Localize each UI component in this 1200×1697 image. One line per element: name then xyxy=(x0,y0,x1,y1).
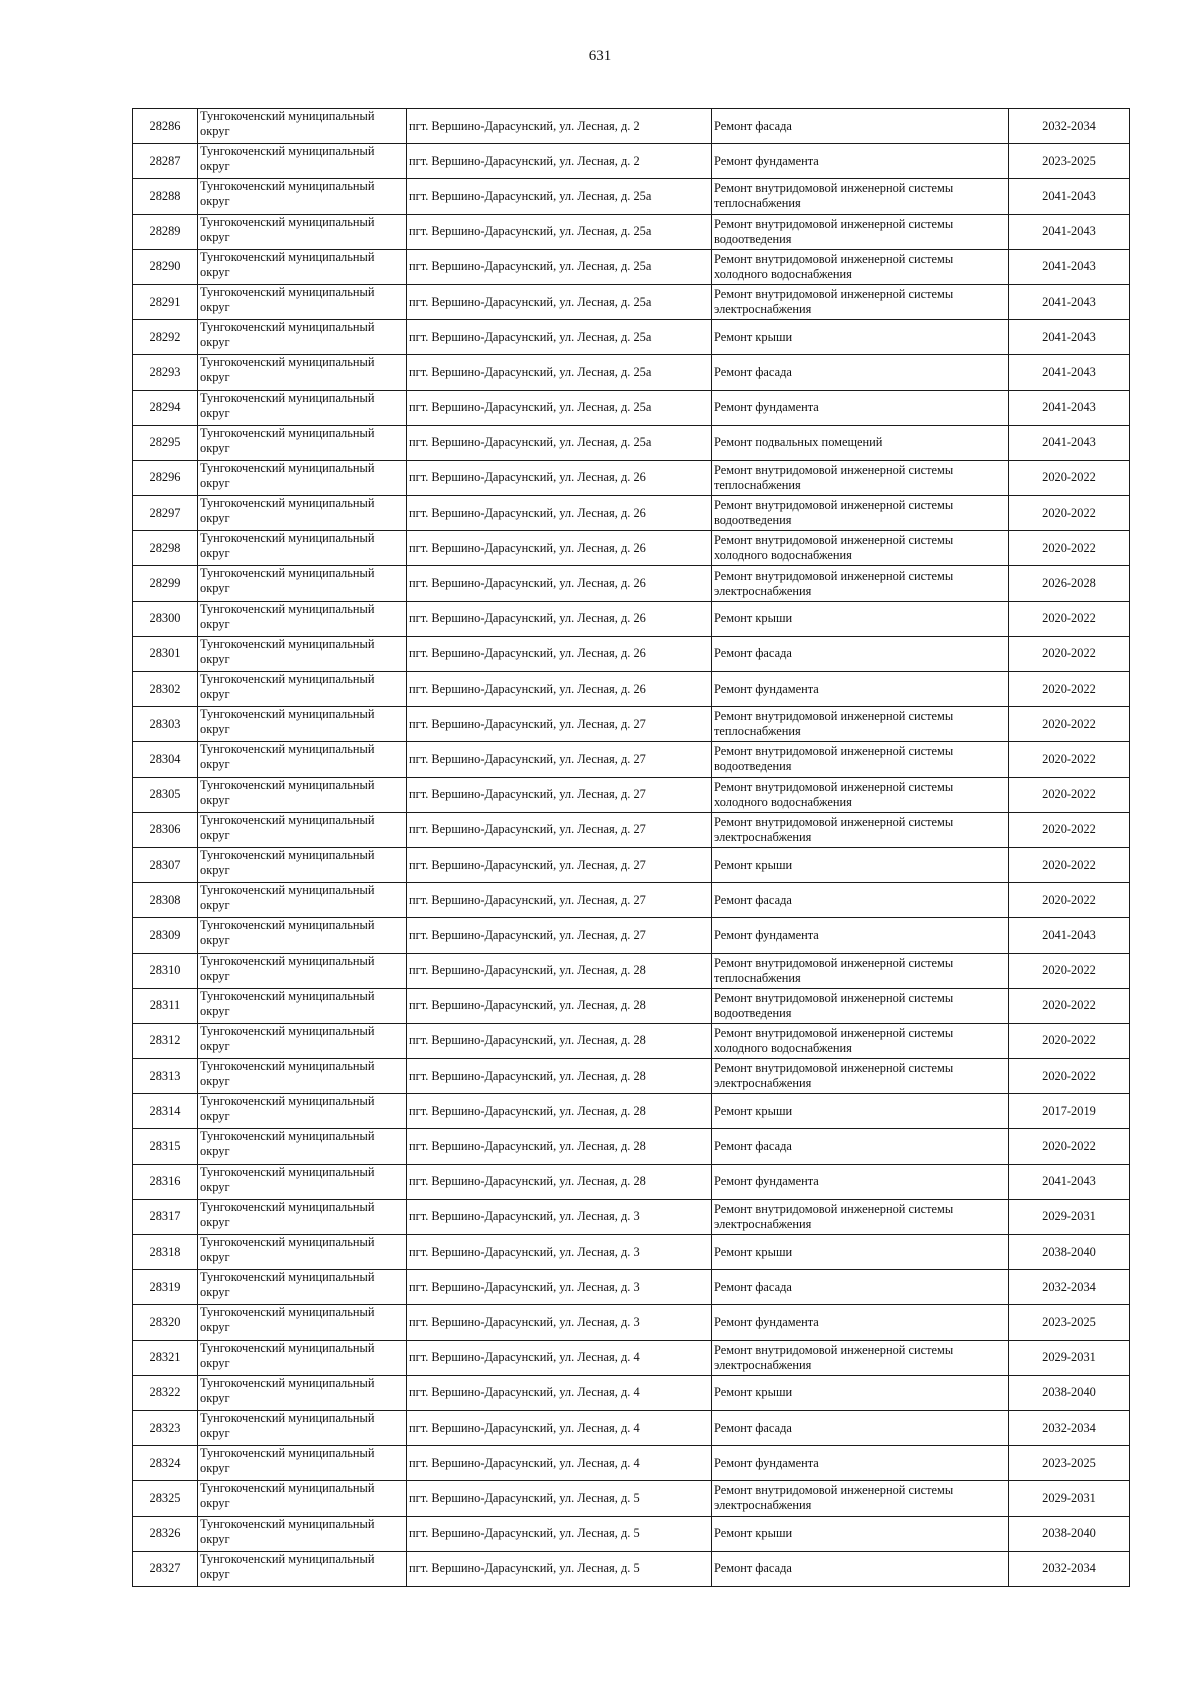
work-type-cell: Ремонт крыши xyxy=(712,847,1009,882)
address-cell: пгт. Вершино-Дарасунский, ул. Лесная, д. 25а xyxy=(407,249,712,284)
row-number-cell: 28310 xyxy=(133,953,198,988)
period-cell: 2020-2022 xyxy=(1009,812,1130,847)
municipality-cell: Тунгокоченский муниципальный округ xyxy=(198,249,407,284)
address-cell: пгт. Вершино-Дарасунский, ул. Лесная, д. 3 xyxy=(407,1199,712,1234)
work-type-cell: Ремонт фасада xyxy=(712,636,1009,671)
municipality-cell: Тунгокоченский муниципальный округ xyxy=(198,1551,407,1586)
table-row xyxy=(133,883,1130,918)
municipality-cell: Тунгокоченский муниципальный округ xyxy=(198,320,407,355)
municipality-cell: Тунгокоченский муниципальный округ xyxy=(198,1164,407,1199)
work-type-cell: Ремонт фундамента xyxy=(712,1164,1009,1199)
table-row xyxy=(133,1340,1130,1375)
address-cell: пгт. Вершино-Дарасунский, ул. Лесная, д. 26 xyxy=(407,531,712,566)
table-row xyxy=(133,1023,1130,1058)
row-number-cell: 28301 xyxy=(133,636,198,671)
row-number-cell: 28326 xyxy=(133,1516,198,1551)
table-row xyxy=(133,742,1130,777)
address-cell: пгт. Вершино-Дарасунский, ул. Лесная, д. 27 xyxy=(407,812,712,847)
work-type-cell: Ремонт внутридомовой инженерной системы холодного водоснабжения xyxy=(712,1023,1009,1058)
row-number-cell: 28312 xyxy=(133,1023,198,1058)
municipality-cell: Тунгокоченский муниципальный округ xyxy=(198,1129,407,1164)
work-type-cell: Ремонт крыши xyxy=(712,1094,1009,1129)
address-cell: пгт. Вершино-Дарасунский, ул. Лесная, д. 25а xyxy=(407,355,712,390)
address-cell: пгт. Вершино-Дарасунский, ул. Лесная, д. 3 xyxy=(407,1305,712,1340)
work-type-cell: Ремонт крыши xyxy=(712,1516,1009,1551)
municipality-cell: Тунгокоченский муниципальный округ xyxy=(198,1235,407,1270)
address-cell: пгт. Вершино-Дарасунский, ул. Лесная, д. 27 xyxy=(407,847,712,882)
table-row xyxy=(133,1446,1130,1481)
work-type-cell: Ремонт внутридомовой инженерной системы электроснабжения xyxy=(712,566,1009,601)
row-number-cell: 28306 xyxy=(133,812,198,847)
row-number-cell: 28319 xyxy=(133,1270,198,1305)
row-number-cell: 28300 xyxy=(133,601,198,636)
address-cell: пгт. Вершино-Дарасунский, ул. Лесная, д. 26 xyxy=(407,566,712,601)
work-type-cell: Ремонт внутридомовой инженерной системы электроснабжения xyxy=(712,1199,1009,1234)
work-type-cell: Ремонт внутридомовой инженерной системы водоотведения xyxy=(712,496,1009,531)
row-number-cell: 28327 xyxy=(133,1551,198,1586)
period-cell: 2032-2034 xyxy=(1009,1410,1130,1445)
work-type-cell: Ремонт внутридомовой инженерной системы теплоснабжения xyxy=(712,953,1009,988)
table-row xyxy=(133,390,1130,425)
municipality-cell: Тунгокоченский муниципальный округ xyxy=(198,918,407,953)
period-cell: 2026-2028 xyxy=(1009,566,1130,601)
municipality-cell: Тунгокоченский муниципальный округ xyxy=(198,988,407,1023)
address-cell: пгт. Вершино-Дарасунский, ул. Лесная, д. 5 xyxy=(407,1481,712,1516)
period-cell: 2017-2019 xyxy=(1009,1094,1130,1129)
row-number-cell: 28324 xyxy=(133,1446,198,1481)
municipality-cell: Тунгокоченский муниципальный округ xyxy=(198,1516,407,1551)
table-row xyxy=(133,1059,1130,1094)
row-number-cell: 28293 xyxy=(133,355,198,390)
work-type-cell: Ремонт крыши xyxy=(712,1375,1009,1410)
row-number-cell: 28295 xyxy=(133,425,198,460)
work-type-cell: Ремонт фундамента xyxy=(712,672,1009,707)
work-type-cell: Ремонт крыши xyxy=(712,601,1009,636)
period-cell: 2020-2022 xyxy=(1009,847,1130,882)
municipality-cell: Тунгокоченский муниципальный округ xyxy=(198,1023,407,1058)
municipality-cell: Тунгокоченский муниципальный округ xyxy=(198,355,407,390)
period-cell: 2032-2034 xyxy=(1009,1270,1130,1305)
work-type-cell: Ремонт внутридомовой инженерной системы холодного водоснабжения xyxy=(712,249,1009,284)
table-row xyxy=(133,566,1130,601)
address-cell: пгт. Вершино-Дарасунский, ул. Лесная, д. 5 xyxy=(407,1516,712,1551)
table-row xyxy=(133,249,1130,284)
row-number-cell: 28292 xyxy=(133,320,198,355)
period-cell: 2020-2022 xyxy=(1009,1059,1130,1094)
row-number-cell: 28323 xyxy=(133,1410,198,1445)
address-cell: пгт. Вершино-Дарасунский, ул. Лесная, д. 28 xyxy=(407,1094,712,1129)
table-row xyxy=(133,918,1130,953)
row-number-cell: 28309 xyxy=(133,918,198,953)
table-row xyxy=(133,214,1130,249)
row-number-cell: 28290 xyxy=(133,249,198,284)
municipality-cell: Тунгокоченский муниципальный округ xyxy=(198,214,407,249)
period-cell: 2038-2040 xyxy=(1009,1375,1130,1410)
period-cell: 2041-2043 xyxy=(1009,249,1130,284)
address-cell: пгт. Вершино-Дарасунский, ул. Лесная, д. 25а xyxy=(407,425,712,460)
table-row xyxy=(133,988,1130,1023)
work-type-cell: Ремонт фасада xyxy=(712,355,1009,390)
table-row xyxy=(133,707,1130,742)
table-row xyxy=(133,460,1130,495)
address-cell: пгт. Вершино-Дарасунский, ул. Лесная, д. 2 xyxy=(407,144,712,179)
municipality-cell: Тунгокоченский муниципальный округ xyxy=(198,883,407,918)
address-cell: пгт. Вершино-Дарасунский, ул. Лесная, д. 28 xyxy=(407,953,712,988)
work-type-cell: Ремонт внутридомовой инженерной системы водоотведения xyxy=(712,214,1009,249)
work-type-cell: Ремонт крыши xyxy=(712,1235,1009,1270)
municipality-cell: Тунгокоченский муниципальный округ xyxy=(198,636,407,671)
address-cell: пгт. Вершино-Дарасунский, ул. Лесная, д. 4 xyxy=(407,1375,712,1410)
municipality-cell: Тунгокоченский муниципальный округ xyxy=(198,390,407,425)
period-cell: 2020-2022 xyxy=(1009,1023,1130,1058)
table-row xyxy=(133,1270,1130,1305)
period-cell: 2029-2031 xyxy=(1009,1481,1130,1516)
period-cell: 2038-2040 xyxy=(1009,1516,1130,1551)
work-type-cell: Ремонт внутридомовой инженерной системы электроснабжения xyxy=(712,1340,1009,1375)
address-cell: пгт. Вершино-Дарасунский, ул. Лесная, д. 3 xyxy=(407,1235,712,1270)
municipality-cell: Тунгокоченский муниципальный округ xyxy=(198,672,407,707)
work-type-cell: Ремонт фасада xyxy=(712,883,1009,918)
table-row xyxy=(133,953,1130,988)
address-cell: пгт. Вершино-Дарасунский, ул. Лесная, д. 3 xyxy=(407,1270,712,1305)
address-cell: пгт. Вершино-Дарасунский, ул. Лесная, д. 27 xyxy=(407,777,712,812)
row-number-cell: 28305 xyxy=(133,777,198,812)
municipality-cell: Тунгокоченский муниципальный округ xyxy=(198,953,407,988)
row-number-cell: 28311 xyxy=(133,988,198,1023)
address-cell: пгт. Вершино-Дарасунский, ул. Лесная, д. 26 xyxy=(407,672,712,707)
work-type-cell: Ремонт фундамента xyxy=(712,1305,1009,1340)
period-cell: 2020-2022 xyxy=(1009,601,1130,636)
table-row xyxy=(133,1516,1130,1551)
row-number-cell: 28314 xyxy=(133,1094,198,1129)
address-cell: пгт. Вершино-Дарасунский, ул. Лесная, д. 25а xyxy=(407,320,712,355)
work-type-cell: Ремонт внутридомовой инженерной системы водоотведения xyxy=(712,988,1009,1023)
work-type-cell: Ремонт внутридомовой инженерной системы теплоснабжения xyxy=(712,460,1009,495)
municipality-cell: Тунгокоченский муниципальный округ xyxy=(198,601,407,636)
table-row xyxy=(133,847,1130,882)
period-cell: 2020-2022 xyxy=(1009,777,1130,812)
work-type-cell: Ремонт внутридомовой инженерной системы электроснабжения xyxy=(712,1481,1009,1516)
table-row xyxy=(133,496,1130,531)
work-type-cell: Ремонт внутридомовой инженерной системы водоотведения xyxy=(712,742,1009,777)
work-type-cell: Ремонт внутридомовой инженерной системы холодного водоснабжения xyxy=(712,531,1009,566)
municipality-cell: Тунгокоченский муниципальный округ xyxy=(198,496,407,531)
table-row xyxy=(133,1235,1130,1270)
row-number-cell: 28321 xyxy=(133,1340,198,1375)
municipality-cell: Тунгокоченский муниципальный округ xyxy=(198,1199,407,1234)
address-cell: пгт. Вершино-Дарасунский, ул. Лесная, д. 25а xyxy=(407,179,712,214)
address-cell: пгт. Вершино-Дарасунский, ул. Лесная, д. 27 xyxy=(407,918,712,953)
address-cell: пгт. Вершино-Дарасунский, ул. Лесная, д. 2 xyxy=(407,109,712,144)
row-number-cell: 28307 xyxy=(133,847,198,882)
municipality-cell: Тунгокоченский муниципальный округ xyxy=(198,742,407,777)
row-number-cell: 28325 xyxy=(133,1481,198,1516)
row-number-cell: 28287 xyxy=(133,144,198,179)
table-row xyxy=(133,284,1130,319)
municipality-cell: Тунгокоченский муниципальный округ xyxy=(198,1270,407,1305)
address-cell: пгт. Вершино-Дарасунский, ул. Лесная, д. 4 xyxy=(407,1410,712,1445)
row-number-cell: 28303 xyxy=(133,707,198,742)
table-row xyxy=(133,425,1130,460)
period-cell: 2038-2040 xyxy=(1009,1235,1130,1270)
work-type-cell: Ремонт фундамента xyxy=(712,918,1009,953)
municipality-cell: Тунгокоченский муниципальный округ xyxy=(198,566,407,601)
work-type-cell: Ремонт фундамента xyxy=(712,144,1009,179)
table-row xyxy=(133,355,1130,390)
address-cell: пгт. Вершино-Дарасунский, ул. Лесная, д. 26 xyxy=(407,636,712,671)
table-body xyxy=(133,109,1130,1587)
table-row xyxy=(133,1481,1130,1516)
address-cell: пгт. Вершино-Дарасунский, ул. Лесная, д. 27 xyxy=(407,883,712,918)
address-cell: пгт. Вершино-Дарасунский, ул. Лесная, д. 28 xyxy=(407,1023,712,1058)
work-type-cell: Ремонт внутридомовой инженерной системы электроснабжения xyxy=(712,812,1009,847)
period-cell: 2029-2031 xyxy=(1009,1199,1130,1234)
municipality-cell: Тунгокоченский муниципальный округ xyxy=(198,144,407,179)
table-row xyxy=(133,179,1130,214)
row-number-cell: 28286 xyxy=(133,109,198,144)
period-cell: 2020-2022 xyxy=(1009,496,1130,531)
work-type-cell: Ремонт внутридомовой инженерной системы электроснабжения xyxy=(712,284,1009,319)
address-cell: пгт. Вершино-Дарасунский, ул. Лесная, д. 26 xyxy=(407,496,712,531)
address-cell: пгт. Вершино-Дарасунский, ул. Лесная, д. 5 xyxy=(407,1551,712,1586)
table-row xyxy=(133,636,1130,671)
work-type-cell: Ремонт крыши xyxy=(712,320,1009,355)
address-cell: пгт. Вершино-Дарасунский, ул. Лесная, д. 25а xyxy=(407,214,712,249)
municipality-cell: Тунгокоченский муниципальный округ xyxy=(198,284,407,319)
period-cell: 2041-2043 xyxy=(1009,320,1130,355)
municipality-cell: Тунгокоченский муниципальный округ xyxy=(198,1305,407,1340)
period-cell: 2041-2043 xyxy=(1009,284,1130,319)
municipality-cell: Тунгокоченский муниципальный округ xyxy=(198,109,407,144)
work-type-cell: Ремонт внутридомовой инженерной системы холодного водоснабжения xyxy=(712,777,1009,812)
row-number-cell: 28320 xyxy=(133,1305,198,1340)
table-row xyxy=(133,1551,1130,1586)
row-number-cell: 28302 xyxy=(133,672,198,707)
period-cell: 2020-2022 xyxy=(1009,636,1130,671)
work-type-cell: Ремонт фасада xyxy=(712,1410,1009,1445)
table-row xyxy=(133,1410,1130,1445)
table-row xyxy=(133,531,1130,566)
period-cell: 2041-2043 xyxy=(1009,355,1130,390)
table-row xyxy=(133,1305,1130,1340)
row-number-cell: 28322 xyxy=(133,1375,198,1410)
row-number-cell: 28304 xyxy=(133,742,198,777)
row-number-cell: 28318 xyxy=(133,1235,198,1270)
period-cell: 2020-2022 xyxy=(1009,742,1130,777)
row-number-cell: 28289 xyxy=(133,214,198,249)
period-cell: 2041-2043 xyxy=(1009,390,1130,425)
period-cell: 2020-2022 xyxy=(1009,531,1130,566)
work-type-cell: Ремонт фундамента xyxy=(712,390,1009,425)
table-row xyxy=(133,1199,1130,1234)
period-cell: 2032-2034 xyxy=(1009,1551,1130,1586)
page-number: 631 xyxy=(588,48,612,64)
work-type-cell: Ремонт подвальных помещений xyxy=(712,425,1009,460)
period-cell: 2041-2043 xyxy=(1009,214,1130,249)
municipality-cell: Тунгокоченский муниципальный округ xyxy=(198,1481,407,1516)
row-number-cell: 28298 xyxy=(133,531,198,566)
row-number-cell: 28294 xyxy=(133,390,198,425)
address-cell: пгт. Вершино-Дарасунский, ул. Лесная, д. 28 xyxy=(407,988,712,1023)
period-cell: 2020-2022 xyxy=(1009,883,1130,918)
period-cell: 2023-2025 xyxy=(1009,144,1130,179)
repair-schedule-table xyxy=(132,108,1130,1587)
municipality-cell: Тунгокоченский муниципальный округ xyxy=(198,1094,407,1129)
table-row xyxy=(133,1164,1130,1199)
row-number-cell: 28308 xyxy=(133,883,198,918)
work-type-cell: Ремонт фундамента xyxy=(712,1446,1009,1481)
period-cell: 2020-2022 xyxy=(1009,672,1130,707)
period-cell: 2020-2022 xyxy=(1009,988,1130,1023)
period-cell: 2041-2043 xyxy=(1009,179,1130,214)
address-cell: пгт. Вершино-Дарасунский, ул. Лесная, д. 26 xyxy=(407,601,712,636)
municipality-cell: Тунгокоченский муниципальный округ xyxy=(198,1340,407,1375)
row-number-cell: 28288 xyxy=(133,179,198,214)
table-row xyxy=(133,144,1130,179)
table-row xyxy=(133,1094,1130,1129)
municipality-cell: Тунгокоченский муниципальный округ xyxy=(198,1410,407,1445)
table-row xyxy=(133,672,1130,707)
municipality-cell: Тунгокоченский муниципальный округ xyxy=(198,812,407,847)
row-number-cell: 28297 xyxy=(133,496,198,531)
municipality-cell: Тунгокоченский муниципальный округ xyxy=(198,847,407,882)
table-row xyxy=(133,777,1130,812)
row-number-cell: 28315 xyxy=(133,1129,198,1164)
table-row xyxy=(133,109,1130,144)
municipality-cell: Тунгокоченский муниципальный округ xyxy=(198,460,407,495)
address-cell: пгт. Вершино-Дарасунский, ул. Лесная, д. 28 xyxy=(407,1129,712,1164)
table-row xyxy=(133,601,1130,636)
period-cell: 2041-2043 xyxy=(1009,425,1130,460)
municipality-cell: Тунгокоченский муниципальный округ xyxy=(198,777,407,812)
period-cell: 2023-2025 xyxy=(1009,1446,1130,1481)
address-cell: пгт. Вершино-Дарасунский, ул. Лесная, д. 27 xyxy=(407,707,712,742)
municipality-cell: Тунгокоченский муниципальный округ xyxy=(198,1446,407,1481)
period-cell: 2020-2022 xyxy=(1009,953,1130,988)
address-cell: пгт. Вершино-Дарасунский, ул. Лесная, д. 26 xyxy=(407,460,712,495)
address-cell: пгт. Вершино-Дарасунский, ул. Лесная, д. 4 xyxy=(407,1340,712,1375)
period-cell: 2020-2022 xyxy=(1009,460,1130,495)
period-cell: 2020-2022 xyxy=(1009,1129,1130,1164)
period-cell: 2041-2043 xyxy=(1009,1164,1130,1199)
period-cell: 2029-2031 xyxy=(1009,1340,1130,1375)
address-cell: пгт. Вершино-Дарасунский, ул. Лесная, д. 28 xyxy=(407,1059,712,1094)
period-cell: 2023-2025 xyxy=(1009,1305,1130,1340)
table-row xyxy=(133,320,1130,355)
municipality-cell: Тунгокоченский муниципальный округ xyxy=(198,1059,407,1094)
work-type-cell: Ремонт фасада xyxy=(712,1270,1009,1305)
table-row xyxy=(133,1375,1130,1410)
period-cell: 2032-2034 xyxy=(1009,109,1130,144)
municipality-cell: Тунгокоченский муниципальный округ xyxy=(198,707,407,742)
table-row xyxy=(133,1129,1130,1164)
period-cell: 2041-2043 xyxy=(1009,918,1130,953)
work-type-cell: Ремонт внутридомовой инженерной системы электроснабжения xyxy=(712,1059,1009,1094)
address-cell: пгт. Вершино-Дарасунский, ул. Лесная, д. 25а xyxy=(407,390,712,425)
work-type-cell: Ремонт внутридомовой инженерной системы теплоснабжения xyxy=(712,179,1009,214)
period-cell: 2020-2022 xyxy=(1009,707,1130,742)
row-number-cell: 28299 xyxy=(133,566,198,601)
work-type-cell: Ремонт фасада xyxy=(712,1551,1009,1586)
table-row xyxy=(133,812,1130,847)
address-cell: пгт. Вершино-Дарасунский, ул. Лесная, д. 25а xyxy=(407,284,712,319)
municipality-cell: Тунгокоченский муниципальный округ xyxy=(198,179,407,214)
row-number-cell: 28317 xyxy=(133,1199,198,1234)
row-number-cell: 28316 xyxy=(133,1164,198,1199)
address-cell: пгт. Вершино-Дарасунский, ул. Лесная, д. 27 xyxy=(407,742,712,777)
address-cell: пгт. Вершино-Дарасунский, ул. Лесная, д. 4 xyxy=(407,1446,712,1481)
work-type-cell: Ремонт фасада xyxy=(712,109,1009,144)
municipality-cell: Тунгокоченский муниципальный округ xyxy=(198,425,407,460)
work-type-cell: Ремонт внутридомовой инженерной системы теплоснабжения xyxy=(712,707,1009,742)
row-number-cell: 28291 xyxy=(133,284,198,319)
row-number-cell: 28296 xyxy=(133,460,198,495)
address-cell: пгт. Вершино-Дарасунский, ул. Лесная, д. 28 xyxy=(407,1164,712,1199)
row-number-cell: 28313 xyxy=(133,1059,198,1094)
municipality-cell: Тунгокоченский муниципальный округ xyxy=(198,1375,407,1410)
municipality-cell: Тунгокоченский муниципальный округ xyxy=(198,531,407,566)
work-type-cell: Ремонт фасада xyxy=(712,1129,1009,1164)
